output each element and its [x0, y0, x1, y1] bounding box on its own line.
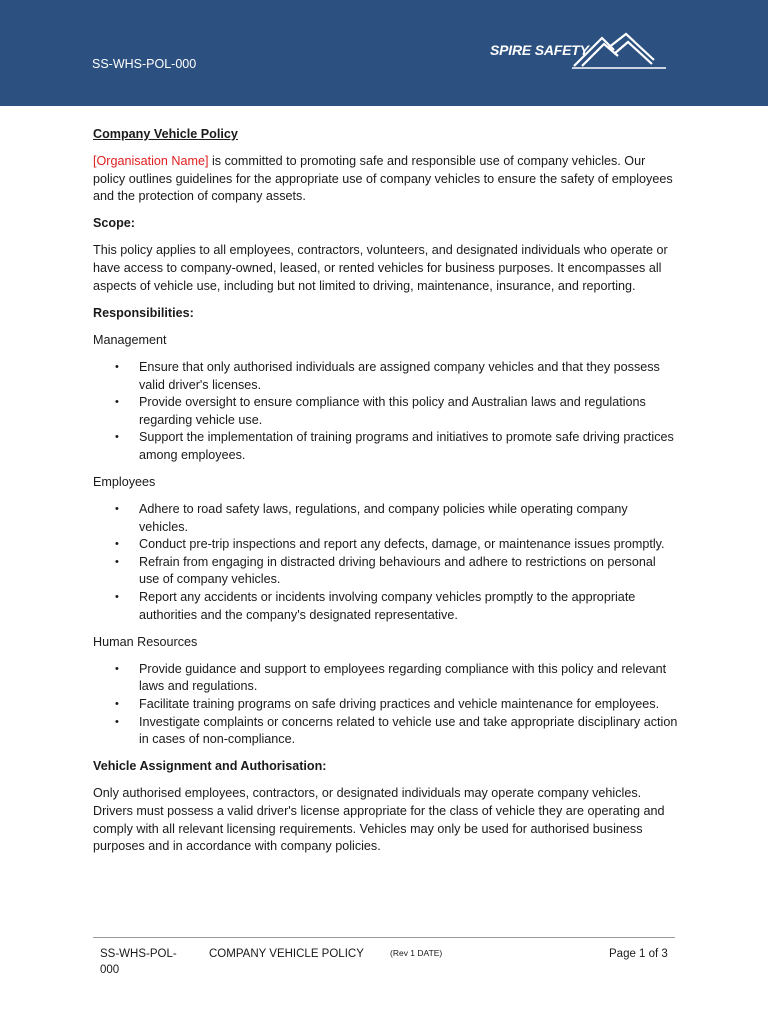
scope-heading: Scope:: [93, 216, 135, 231]
assignment-heading: Vehicle Assignment and Authorisation:: [93, 759, 327, 774]
list-item: • Investigate complaints or concerns related to vehicle use and take appropriate disciplinary action in cases of non-compliance.: [115, 714, 678, 747]
responsibilities-heading: Responsibilities:: [93, 305, 194, 320]
list-item: • Conduct pre-trip inspections and report any defects, damage, or maintenance issues promptly.: [139, 536, 678, 554]
list-item: • Report any accidents or incidents involving company vehicles promptly to the appropriate authorities and the company's designated representative.: [115, 590, 636, 622]
page-header: [0, 0, 768, 106]
bullet-icon: •: [115, 698, 119, 711]
list-item: • Ensure that only authorised individuals are assigned company vehicles and that they possess valid driver's licenses.: [115, 359, 660, 392]
assignment-paragraph: Only authorised employees, contractors, or designated individuals may operate company vehicles. Drivers must possess a valid driver's license appropriate for the class of vehicle they are operating and comply with all relevant licensing requirements. Vehicles may only be used for authorised business purposes and in accordance with company policies.: [93, 786, 665, 854]
bullet-icon: •: [115, 662, 119, 675]
management-label: Management: [93, 332, 167, 347]
logo-brand-text: SPIRE SAFETY: [490, 42, 589, 58]
bullet-icon: •: [115, 396, 119, 409]
bullet-icon: •: [115, 715, 119, 728]
list-item: • Refrain from engaging in distracted driving behaviours and adhere to restrictions on personal use of company vehicles.: [115, 554, 656, 587]
list-item: • Adhere to road safety laws, regulations, and company policies while operating company vehicles.: [115, 502, 628, 534]
footer-revision: (Rev 1 DATE): [390, 948, 443, 958]
footer-divider: [93, 937, 675, 938]
document-body: [93, 126, 678, 865]
footer-page-number: Page 1 of 3: [609, 948, 668, 960]
bullet-icon: •: [115, 591, 119, 604]
list-item: • Facilitate training programs on safe driving practices and vehicle maintenance for employees.: [139, 696, 678, 714]
organisation-name-placeholder[interactable]: [Organisation Name]: [93, 154, 209, 169]
mountain-peaks-logo-icon: [568, 28, 668, 72]
hr-list: [93, 661, 678, 749]
header-doc-code: SS-WHS-POL-000: [92, 57, 197, 71]
bullet-icon: •: [115, 555, 119, 568]
scope-paragraph: This policy applies to all employees, contractors, volunteers, and designated individuals who operate or have access to company-owned, leased, or rented vehicles for business purposes. It encompasses all aspects of vehicle use, including but not limited to driving, maintenance, insurance, and reporting.: [93, 243, 668, 293]
footer-doc-code: SS-WHS-POL-000: [100, 948, 177, 976]
management-list: [93, 359, 678, 465]
bullet-icon: •: [115, 431, 119, 444]
bullet-icon: •: [115, 503, 119, 516]
employees-list: [93, 501, 678, 624]
hr-label: Human Resources: [93, 634, 198, 649]
footer-title: COMPANY VEHICLE POLICY: [209, 948, 364, 960]
bullet-icon: •: [115, 538, 119, 551]
intro-text: is committed to promoting safe and responsible use of company vehicles. Our policy outlines guidelines for the appropriate use of company vehicles to ensure the safety of employees and the protection of company assets.: [93, 154, 673, 204]
spire-safety-logo: [488, 28, 668, 72]
intro-paragraph: [93, 153, 678, 206]
list-item: • Provide guidance and support to employees regarding compliance with this policy and relevant laws and regulations.: [115, 661, 667, 694]
list-item: • Support the implementation of training programs and initiatives to promote safe driving practices among employees.: [115, 430, 674, 462]
employees-label: Employees: [93, 475, 156, 489]
document-title: Company Vehicle Policy: [93, 127, 238, 141]
bullet-icon: •: [115, 360, 119, 373]
list-item: • Provide oversight to ensure compliance with this policy and Australian laws and regulations regarding vehicle use.: [115, 395, 646, 427]
